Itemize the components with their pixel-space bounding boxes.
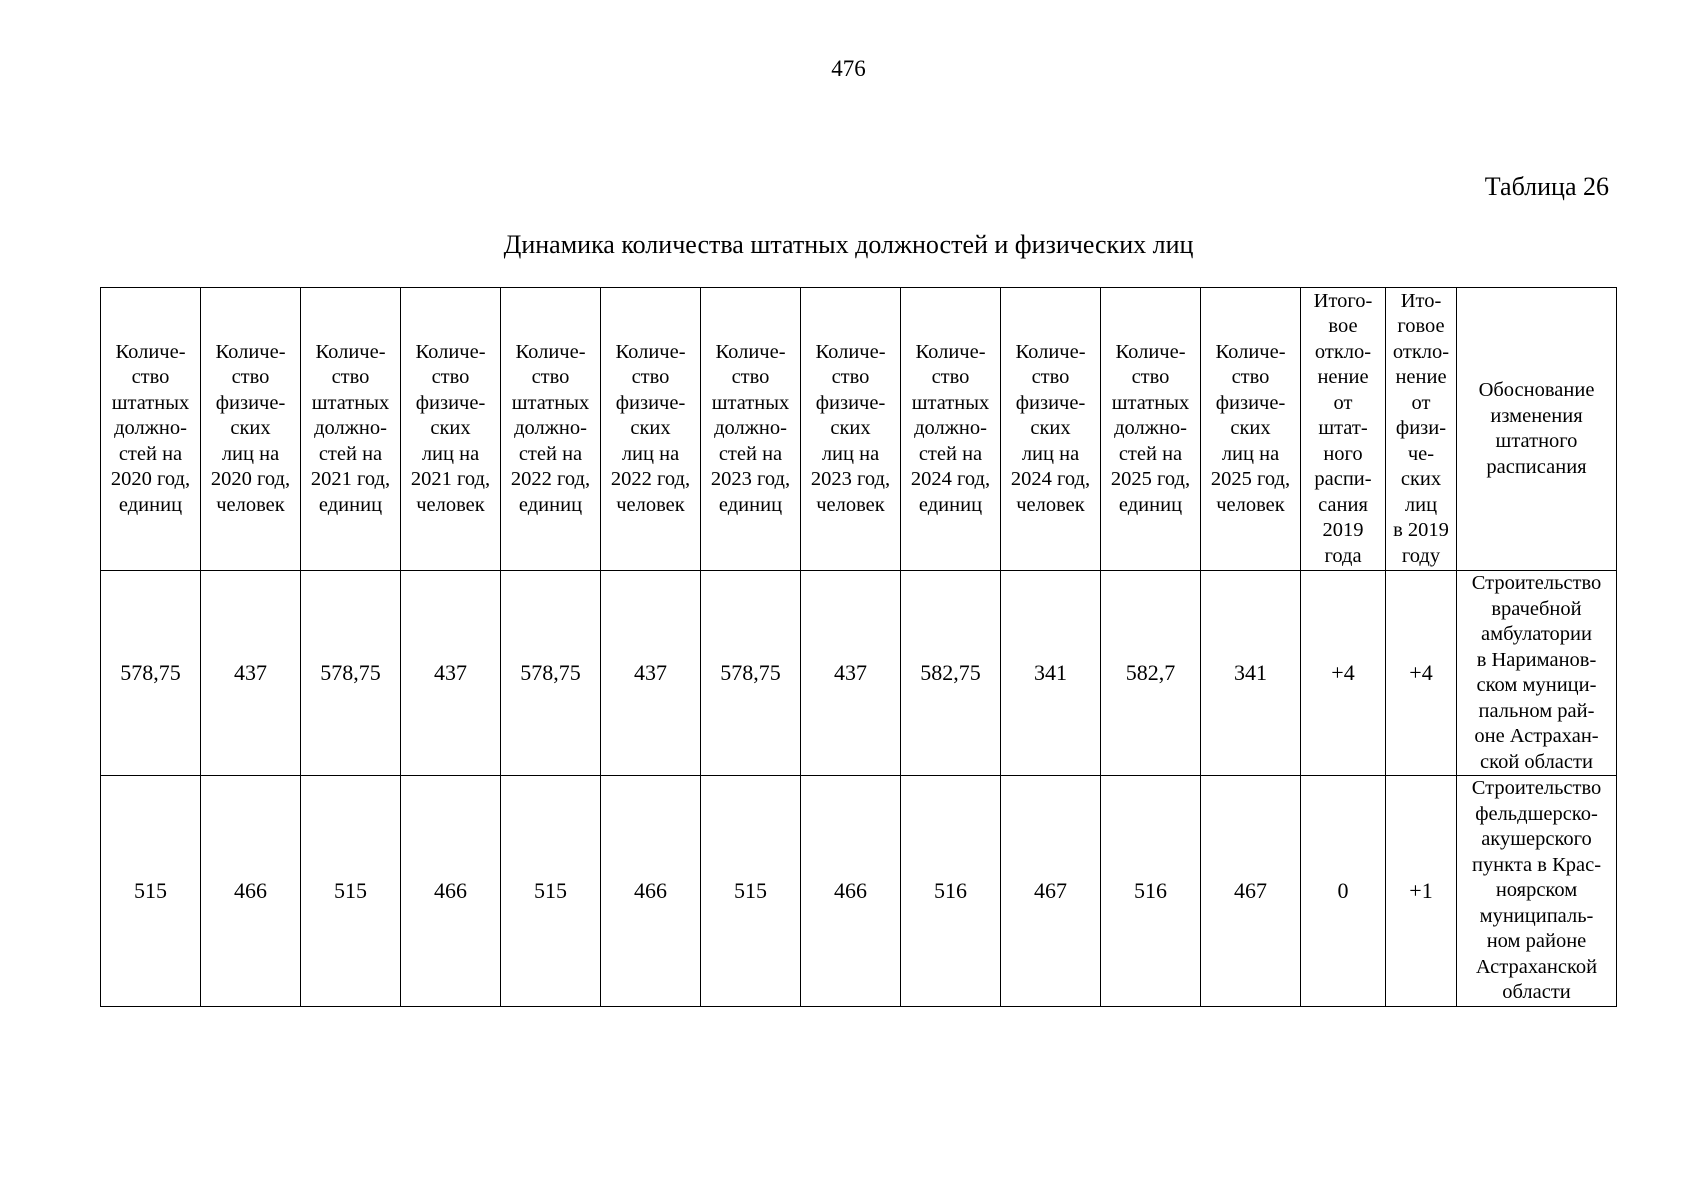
table-cell: 578,75 <box>701 571 801 776</box>
table-title: Динамика количества штатных должностей и физических лиц <box>503 230 1194 259</box>
header-text: Ито- говое откло- нение от физи- че- ских лиц в 2019 году <box>1392 289 1450 567</box>
header-text: Количе- ство физиче- ских лиц на 2021 год, человек <box>410 340 491 516</box>
table-cell: 582,7 <box>1101 571 1201 776</box>
table-cell: 437 <box>601 571 701 776</box>
table-cell: 578,75 <box>501 571 601 776</box>
table-cell: +1 <box>1386 776 1457 1007</box>
table-row <box>101 776 1617 1007</box>
table-cell: 578,75 <box>101 571 201 776</box>
header-text: Количе- ство штатных должно- стей на 2022 год, единиц <box>510 340 591 516</box>
table-cell: +4 <box>1301 571 1386 776</box>
header-text: Количе- ство физиче- ских лиц на 2023 год, человек <box>810 340 891 516</box>
header-cell <box>101 288 201 571</box>
table-cell: 515 <box>501 776 601 1007</box>
header-text: Обоснование изменения штатного расписания <box>1478 379 1595 478</box>
header-text: Итого- вое откло- нение от штат- ного распи- сания 2019 года <box>1313 289 1373 567</box>
header-cell <box>1386 288 1457 571</box>
staffing-dynamics-table <box>100 287 1617 1007</box>
justification-cell <box>1457 571 1617 776</box>
header-cell <box>401 288 501 571</box>
header-cell <box>301 288 401 571</box>
table-cell: 437 <box>201 571 301 776</box>
header-text: Количе- ство физиче- ских лиц на 2022 год, человек <box>610 340 691 516</box>
table-cell: 515 <box>301 776 401 1007</box>
table-cell: 516 <box>1101 776 1201 1007</box>
table-cell: 466 <box>601 776 701 1007</box>
header-cell <box>801 288 901 571</box>
table-cell: 515 <box>701 776 801 1007</box>
header-text: Количе- ство физиче- ских лиц на 2020 год, человек <box>210 340 291 516</box>
header-text: Количе- ство штатных должно- стей на 2025 год, единиц <box>1110 340 1191 516</box>
header-cell <box>1457 288 1617 571</box>
header-cell <box>601 288 701 571</box>
header-cell <box>1101 288 1201 571</box>
justification-text: Строительство фельдшерско- акушерского пункта в Крас- ноярском муниципаль- ном районе Астраханской области <box>1471 777 1602 1003</box>
table-cell: 582,75 <box>901 571 1001 776</box>
header-text: Количе- ство штатных должно- стей на 2020 год, единиц <box>110 340 191 516</box>
table-cell: 466 <box>801 776 901 1007</box>
table-cell: 578,75 <box>301 571 401 776</box>
header-cell <box>1001 288 1101 571</box>
header-text: Количе- ство штатных должно- стей на 2024 год, единиц <box>910 340 991 516</box>
table-row <box>101 571 1617 776</box>
table-cell: 466 <box>401 776 501 1007</box>
header-text: Количе- ство физиче- ских лиц на 2024 год, человек <box>1010 340 1091 516</box>
table-label: Таблица 26 <box>1484 172 1609 201</box>
justification-cell <box>1457 776 1617 1007</box>
table-cell: 516 <box>901 776 1001 1007</box>
table-cell: 437 <box>401 571 501 776</box>
table-cell: 466 <box>201 776 301 1007</box>
header-cell <box>201 288 301 571</box>
header-text: Количе- ство физиче- ских лиц на 2025 год, человек <box>1210 340 1291 516</box>
header-row <box>101 288 1617 571</box>
header-cell <box>901 288 1001 571</box>
table-cell: 467 <box>1201 776 1301 1007</box>
header-cell <box>1301 288 1386 571</box>
table-cell: 341 <box>1201 571 1301 776</box>
header-cell <box>1201 288 1301 571</box>
header-cell <box>701 288 801 571</box>
header-text: Количе- ство штатных должно- стей на 2021 год, единиц <box>310 340 391 516</box>
page-number: 476 <box>831 56 866 81</box>
table-cell: 341 <box>1001 571 1101 776</box>
table-cell: 467 <box>1001 776 1101 1007</box>
table-cell: 515 <box>101 776 201 1007</box>
header-cell <box>501 288 601 571</box>
table-cell: 437 <box>801 571 901 776</box>
header-text: Количе- ство штатных должно- стей на 2023 год, единиц <box>710 340 791 516</box>
table-cell: 0 <box>1301 776 1386 1007</box>
justification-text: Строительство врачебной амбулатории в Нариманов- ском муници- пальном рай- оне Астрахан- ской области <box>1471 572 1602 773</box>
table-cell: +4 <box>1386 571 1457 776</box>
